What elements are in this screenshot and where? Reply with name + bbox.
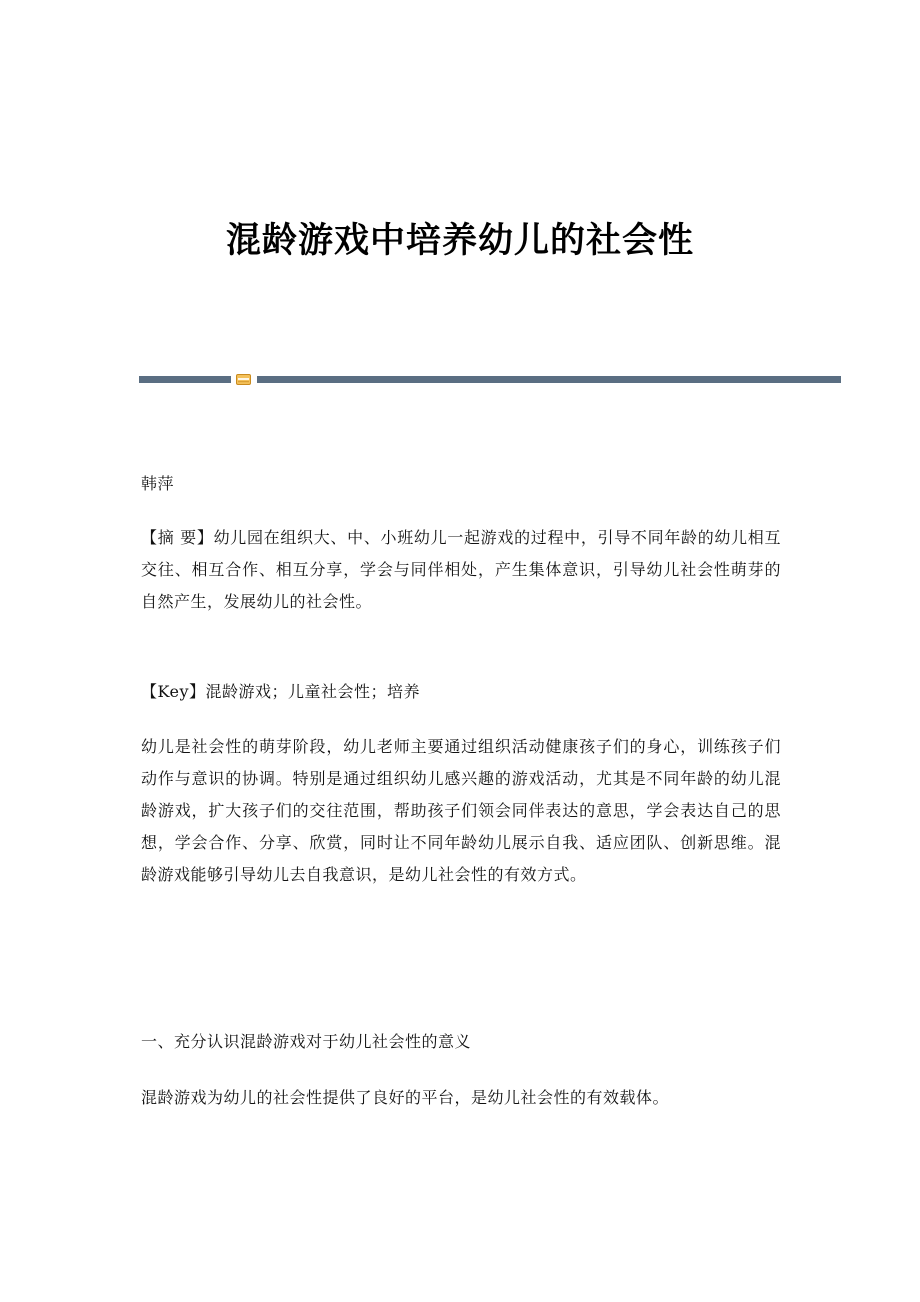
keywords-line — [141, 676, 781, 708]
author-name: 韩萍 — [141, 474, 175, 493]
section-heading: 一、充分认识混龄游戏对于幼儿社会性的意义 — [141, 1032, 472, 1051]
body-paragraph-2: 混龄游戏为幼儿的社会性提供了良好的平台，是幼儿社会性的有效载体。 — [141, 1088, 670, 1107]
document-title: 混龄游戏中培养幼儿的社会性 — [225, 220, 694, 261]
divider-bar-right — [257, 376, 841, 383]
divider-bar-left — [139, 376, 231, 383]
abstract-paragraph — [141, 522, 781, 618]
abstract-label: 【摘 要】 — [141, 528, 214, 547]
title-divider — [139, 370, 841, 390]
keywords-text: 混龄游戏；儿童社会性；培养 — [205, 682, 421, 701]
body-paragraph-1: 幼儿是社会性的萌芽阶段，幼儿老师主要通过组织活动健康孩子们的身心，训练孩子们动作与意识的协调。特别是通过组织幼儿感兴趣的游戏活动，尤其是不同年龄的幼儿混龄游戏，扩大孩子们的交往范围，帮助孩子们领会同伴表达的意思，学会表达自己的思想，学会合作、分享、欣赏，同时让不同年龄幼儿展示自我、适应团队、创新思维。混龄游戏能够引导幼儿去自我意识，是幼儿社会性的有效方式。 — [141, 737, 781, 884]
keywords-label: 【Key】 — [141, 682, 206, 701]
abstract-text: 幼儿园在组织大、中、小班幼儿一起游戏的过程中，引导不同年龄的幼儿相互交往、相互合作、相互分享，学会与同伴相处，产生集体意识，引导幼儿社会性萌芽的自然产生，发展幼儿的社会性。 — [141, 528, 781, 611]
folder-icon — [236, 373, 251, 386]
